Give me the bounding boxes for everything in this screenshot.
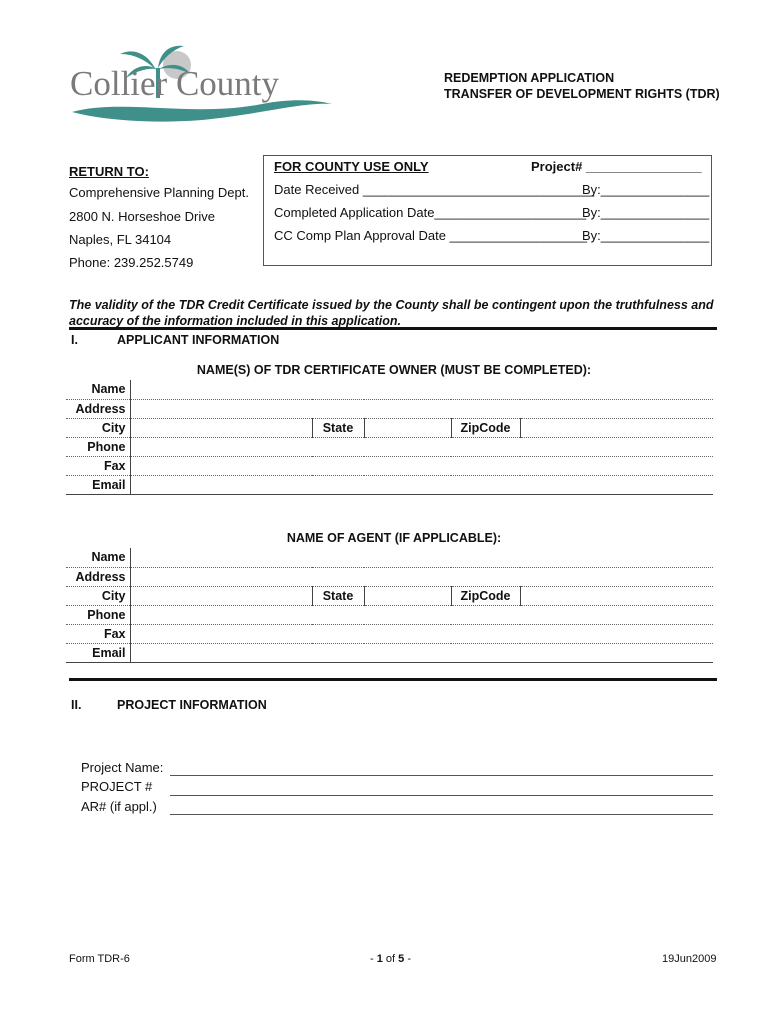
agent-phone-input[interactable]: [130, 605, 713, 624]
agent-name-input[interactable]: [130, 548, 713, 567]
owner-email-label: Email: [66, 475, 130, 494]
agent-fax-input[interactable]: [130, 624, 713, 643]
project-number-input[interactable]: [170, 795, 713, 796]
owner-address-label: Address: [66, 399, 130, 418]
footer-page-number: [370, 953, 411, 965]
agent-email-label: Email: [66, 643, 130, 662]
owner-email-input[interactable]: [130, 475, 713, 494]
validity-note: The validity of the TDR Credit Certificate issued by the County shall be contingent upon the truthfulness and accuracy of the information included in this application.: [69, 298, 714, 328]
agent-phone-label: Phone: [66, 605, 130, 624]
agent-email-input[interactable]: [130, 643, 713, 662]
owner-state-label: State: [312, 418, 364, 437]
section2-title: PROJECT INFORMATION: [117, 698, 267, 712]
owner-phone-input[interactable]: [130, 437, 713, 456]
ar-number-label: AR# (if appl.): [81, 799, 157, 814]
page-current: 1: [376, 953, 383, 965]
project-number-label: PROJECT #: [81, 779, 153, 794]
date-received-by-field[interactable]: By:_______________: [582, 182, 710, 197]
section-divider-2: [69, 678, 717, 681]
return-to-dept: Comprehensive Planning Dept.: [69, 185, 249, 200]
county-use-heading: FOR COUNTY USE ONLY: [274, 159, 429, 174]
page-suffix: -: [404, 953, 412, 965]
section2-number: II.: [71, 698, 82, 712]
completed-date-by-field[interactable]: By:_______________: [582, 205, 710, 220]
return-to-city: Naples, FL 34104: [69, 232, 172, 247]
owner-fax-input[interactable]: [130, 456, 713, 475]
agent-address-label: Address: [66, 567, 130, 586]
approval-date-by-field[interactable]: By:_______________: [582, 228, 710, 243]
agent-heading: NAME OF AGENT (IF APPLICABLE):: [286, 531, 502, 545]
footer-date: 19Jun2009: [662, 953, 717, 965]
page-of: of: [382, 953, 399, 965]
owner-address-input[interactable]: [130, 399, 713, 418]
section-divider: [69, 327, 717, 330]
agent-city-label: City: [66, 586, 130, 605]
ar-number-input[interactable]: [170, 814, 713, 815]
agent-name-label: Name: [66, 548, 130, 567]
section1-title: APPLICANT INFORMATION: [117, 333, 280, 347]
project-name-input[interactable]: [170, 775, 713, 776]
owner-zip-label: ZipCode: [451, 418, 520, 437]
agent-zip-label: ZipCode: [451, 586, 520, 605]
footer-form-id: Form TDR-6: [69, 953, 130, 965]
project-number-field[interactable]: Project# ________________: [531, 159, 702, 174]
section1-number: I.: [71, 333, 78, 347]
owner-name-input[interactable]: [130, 380, 713, 399]
date-received-field[interactable]: Date Received ________________________________: [274, 182, 595, 197]
agent-zip-input[interactable]: [520, 586, 713, 605]
agent-table: [66, 548, 713, 663]
project-name-label: Project Name:: [81, 760, 164, 775]
logo-text: Collier County: [70, 64, 280, 103]
form-title-line2: TRANSFER OF DEVELOPMENT RIGHTS (TDR): [444, 87, 720, 101]
approval-date-field[interactable]: CC Comp Plan Approval Date ___________________: [274, 228, 587, 243]
owner-phone-label: Phone: [66, 437, 130, 456]
owner-state-input[interactable]: [364, 418, 451, 437]
page-total: 5: [398, 953, 405, 965]
return-to-heading: RETURN TO:: [69, 164, 149, 179]
agent-state-label: State: [312, 586, 364, 605]
owner-table: [66, 380, 713, 495]
owner-zip-input[interactable]: [520, 418, 713, 437]
collier-county-logo: [62, 40, 347, 130]
owner-name-label: Name: [66, 380, 130, 399]
owner-heading: NAME(S) OF TDR CERTIFICATE OWNER (MUST BE COMPLETED):: [196, 363, 592, 377]
completed-date-field[interactable]: Completed Application Date_____________________: [274, 205, 587, 220]
page-prefix: -: [370, 953, 377, 965]
agent-fax-label: Fax: [66, 624, 130, 643]
return-to-phone: Phone: 239.252.5749: [69, 255, 194, 270]
agent-address-input[interactable]: [130, 567, 713, 586]
agent-state-input[interactable]: [364, 586, 451, 605]
owner-city-label: City: [66, 418, 130, 437]
agent-city-input[interactable]: [130, 586, 312, 605]
return-to-street: 2800 N. Horseshoe Drive: [69, 209, 215, 224]
owner-city-input[interactable]: [130, 418, 312, 437]
form-title-line1: REDEMPTION APPLICATION: [444, 71, 615, 85]
owner-fax-label: Fax: [66, 456, 130, 475]
